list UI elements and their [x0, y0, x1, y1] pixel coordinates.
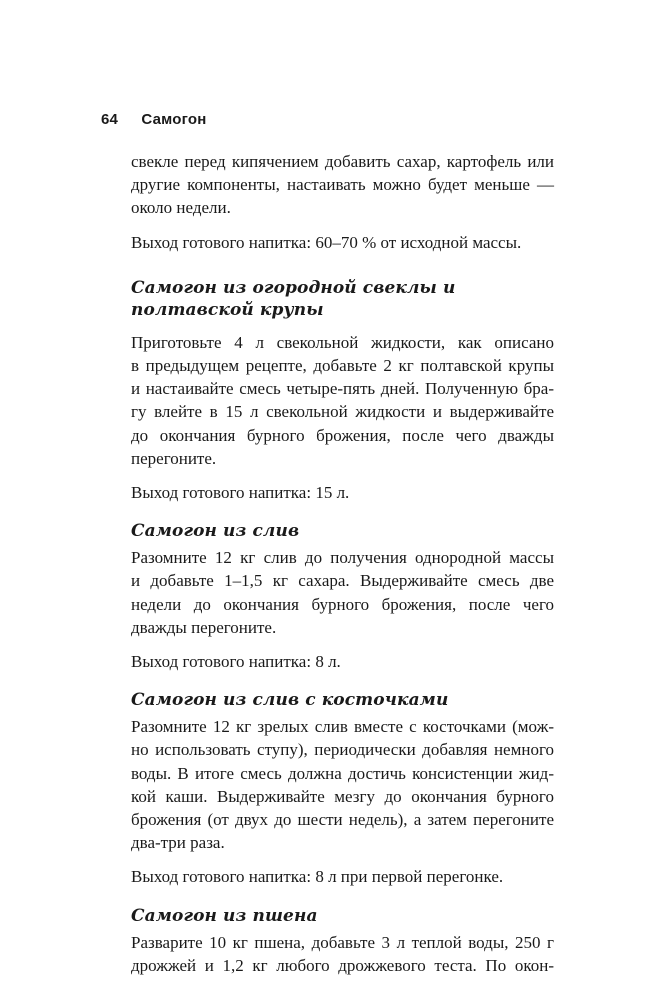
page-number: 64 [101, 111, 119, 128]
recipe-heading: Самогон из слив [131, 521, 300, 542]
text-line: в предыдущем рецепте, добавьте 2 кг полтавской крупы [131, 356, 554, 376]
text-line: воды. В итоге смесь должна достичь консистенции жид- [131, 763, 554, 783]
yield-line: Выход готового напитка: 15 л. [131, 483, 350, 503]
text-line: другие компоненты, настаивать можно будет меньше — [131, 175, 554, 195]
text-line: и настаивайте смесь четыре-пять дней. Полученную бра- [131, 379, 554, 399]
recipe-paragraph [131, 931, 554, 977]
text-line: Приготовьте 4 л свекольной жидкости, как описано [131, 332, 554, 352]
recipe-paragraph [131, 331, 554, 470]
text-line: дважды перегоните. [131, 617, 277, 637]
intro-paragraph [131, 150, 554, 220]
yield-line: Выход готового напитка: 60–70 % от исходной массы. [131, 232, 522, 252]
text-line: до окончания бурного брожения, после чего дважды [131, 425, 554, 445]
yield-line: Выход готового напитка: 8 л. [131, 652, 341, 672]
text-line: около недели. [131, 198, 231, 218]
recipe-heading: Самогон из пшена [131, 905, 318, 926]
text-line: свекле перед кипячением добавить сахар, картофель или [131, 152, 554, 171]
text-line: брожения (от двух до шести недель), а затем перегоните [131, 810, 554, 830]
recipe-paragraph [131, 715, 554, 854]
text-line: Разомните 12 кг слив до получения однородной массы [131, 548, 554, 568]
recipe-paragraph [131, 546, 554, 639]
text-line: перегоните. [131, 448, 217, 468]
text-line: дрожжей и 1,2 кг любого дрожжевого теста. По окон- [131, 955, 554, 975]
page-body [131, 150, 554, 977]
text-line: два-три раза. [131, 833, 225, 853]
text-line: кой каши. Выдерживайте мезгу до окончания бурного [131, 786, 554, 806]
yield-line: Выход готового напитка: 8 л при первой перегонке. [131, 867, 504, 887]
text-line: и добавьте 1–1,5 кг сахара. Выдерживайте смесь две [131, 571, 554, 591]
running-title: Самогон [141, 111, 207, 128]
text-line: гу влейте в 15 л свекольной жидкости и выдерживайте [131, 402, 554, 422]
recipe-heading: Самогон из огородной свеклы и полтавской крупы [131, 277, 456, 320]
recipe-heading: Самогон из слив с косточками [131, 690, 449, 711]
running-header [101, 111, 206, 128]
text-line: но использовать ступу), периодически добавляя немного [131, 740, 554, 760]
text-line: Разомните 12 кг зрелых слив вместе с косточками (мож- [131, 717, 554, 737]
text-line: недели до окончания бурного брожения, после чего [131, 594, 554, 614]
text-line: Разварите 10 кг пшена, добавьте 3 л теплой воды, 250 г [131, 932, 554, 952]
